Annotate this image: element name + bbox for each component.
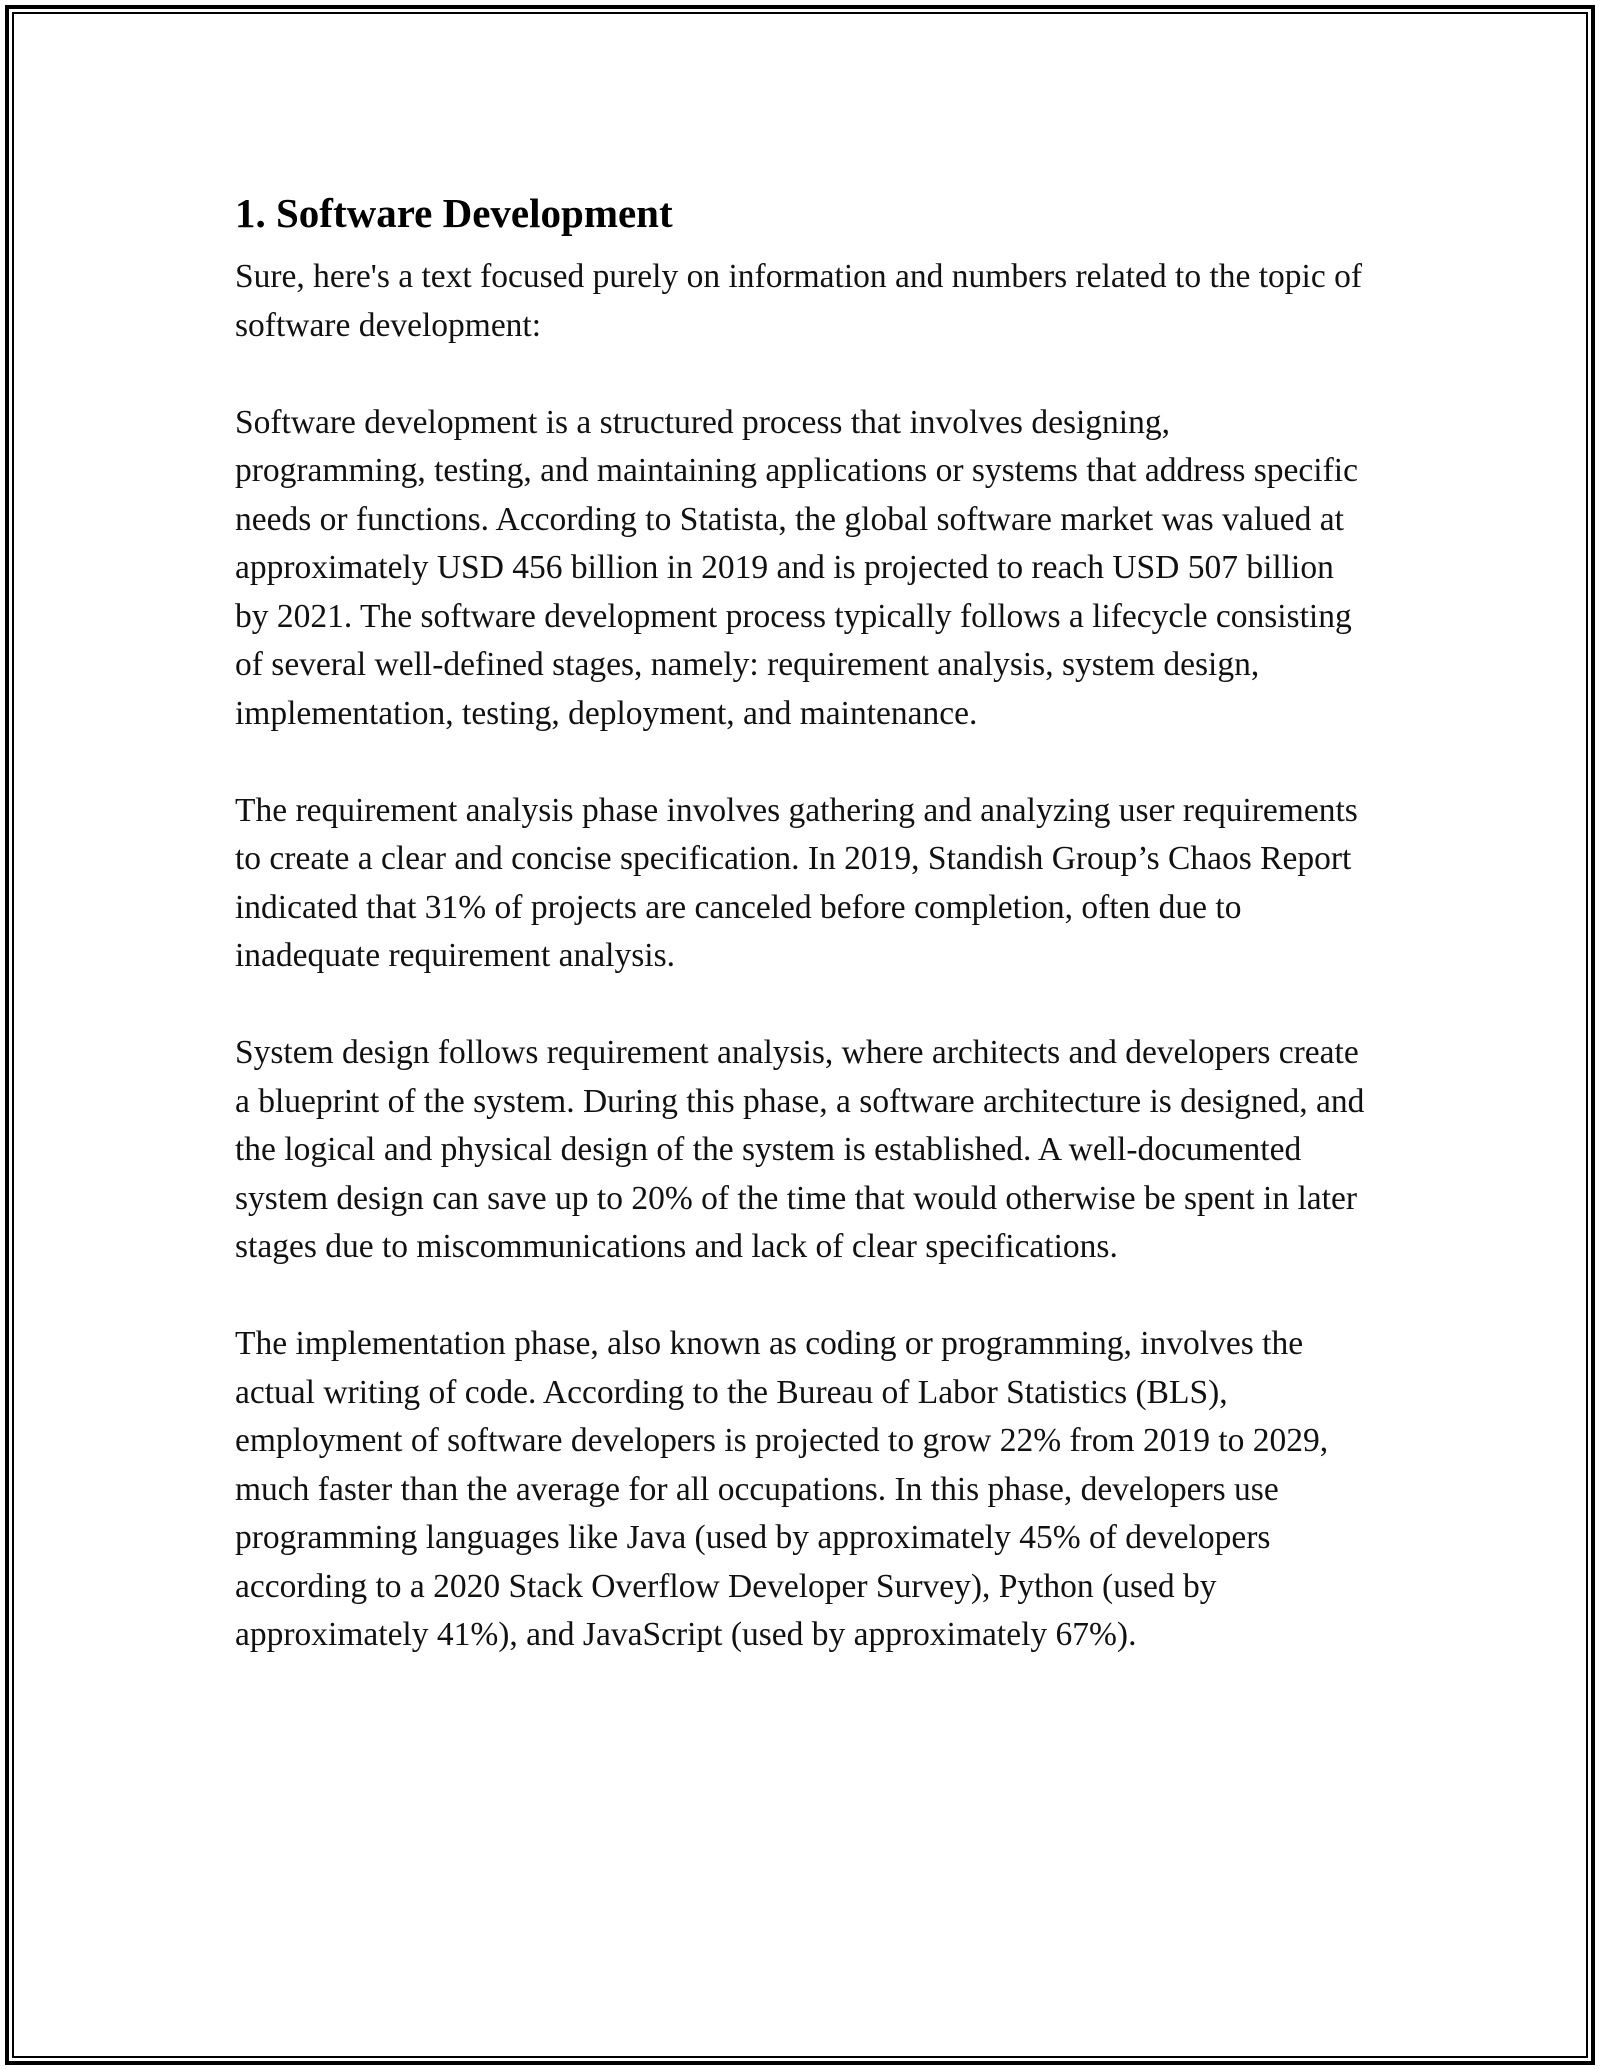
overview-paragraph: Software development is a structured process that involves designing, programming, testing, and maintaining applications or systems that address specific needs or functions. According to Statista, the global software market was valued at approximately USD 456 billion in 2019 and is projected to reach USD 507 billion by 2021. The software development process typically follows a lifecycle consisting of several well-defined stages, namely: requirement analysis, system design, implementation, testing, deployment, and maintenance. <box>235 403 1358 732</box>
intro-paragraph: Sure, here's a text focused purely on information and numbers related to the topic of software development: <box>235 258 1363 344</box>
document-body <box>235 185 1365 1660</box>
requirement-analysis-paragraph: The requirement analysis phase involves gathering and analyzing user requirements to create a clear and concise specification. In 2019, Standish Group’s Chaos Report indicated that 31% of projects are canceled before completion, often due to inadequate requirement analysis. <box>235 791 1358 974</box>
system-design-paragraph: System design follows requirement analysis, where architects and developers create a blueprint of the system. During this phase, a software architecture is designed, and the logical and physical design of the system is established. A well-documented system design can save up to 20% of the time that would otherwise be spent in later stages due to miscommunications and lack of clear specifications. <box>235 1034 1365 1265</box>
page-title: 1. Software Development <box>235 190 673 236</box>
implementation-paragraph: The implementation phase, also known as coding or programming, involves the actual writing of code. According to the Bureau of Labor Statistics (BLS), employment of software developers is projected to grow 22% from 2019 to 2029, much faster than the average for all occupations. In this phase, developers use programming languages like Java (used by approximately 45% of developers according to a 2020 Stack Overflow Developer Survey), Python (used by approximately 41%), and JavaScript (used by approximately 67%). <box>235 1325 1329 1653</box>
